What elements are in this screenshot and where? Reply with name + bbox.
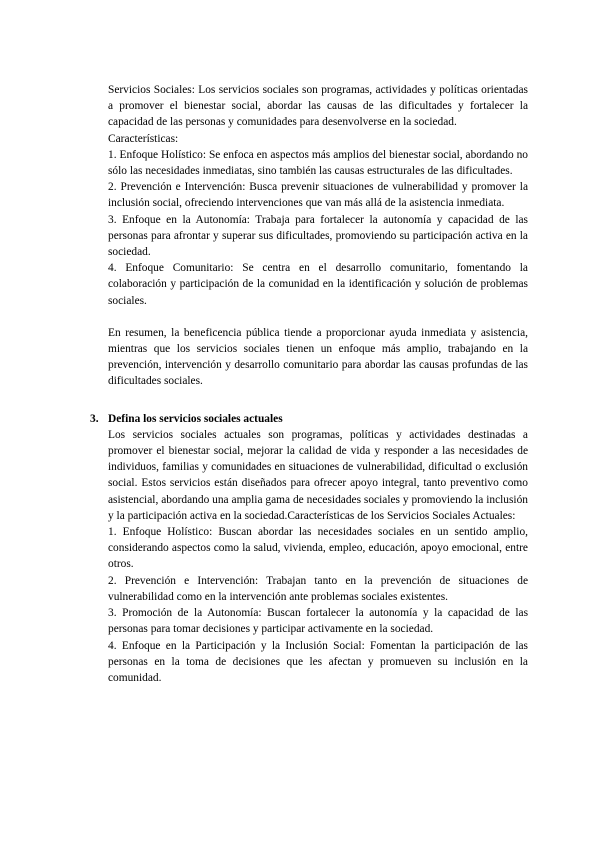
list-item: 4. Enfoque en la Participación y la Inclusión Social: Fomentan la participación de las personas en la toma de decisiones que les afectan y promueven su inclusión en la comunidad. (108, 639, 528, 684)
section-heading-text: Defina los servicios sociales actuales (108, 412, 283, 425)
caracteristicas-label: Características: (108, 132, 179, 145)
list-item: 2. Prevención e Intervención: Busca prevenir situaciones de vulnerabilidad y promover la inclusión social, ofreciendo intervenciones que van más allá de la asistencia inmediata. (108, 181, 528, 210)
list-item: 3. Enfoque en la Autonomía: Trabaja para fortalecer la autonomía y capacidad de las personas para afrontar y superar sus dificultades, promoviendo su participación activa en la sociedad. (108, 213, 528, 259)
paragraph-gap (108, 390, 528, 411)
servicios-actuales-intro: Los servicios sociales actuales son programas, políticas y actividades destinadas a promover el bienestar social, mejorar la calidad de vida y responder a las necesidades de individuos, familias y comunidades en situaciones de vulnerabilidad, dificultad o exclusión social. Estos servicios están diseñados para ofrecer apoyo integral, tanto preventivo como asistencial, abordando una amplia gama de necesidades sociales y promoviendo la inclusión y la participación activa en la sociedad.Características de los Servicios Sociales Actuales: (108, 428, 528, 522)
list-item: 2. Prevención e Intervención: Trabajan tanto en la prevención de situaciones de vulnerabilidad como en la intervención ante problemas sociales existentes. (108, 574, 528, 603)
list-item: 4. Enfoque Comunitario: Se centra en el desarrollo comunitario, fomentando la colaboración y participación de la comunidad en la identificación y solución de problemas sociales. (108, 262, 528, 307)
list-item: 1. Enfoque Holístico: Se enfoca en aspectos más amplios del bienestar social, abordando no sólo las necesidades inmediatas, sino también las causas estructurales de las dificultades. (108, 148, 528, 178)
list-item: 3. Promoción de la Autonomía: Buscan fortalecer la autonomía y la capacidad de las personas para tomar decisiones y participar activamente en la sociedad. (108, 607, 528, 636)
section-number: 3. (90, 412, 99, 425)
document-body (90, 82, 528, 686)
resumen-paragraph: En resumen, la beneficencia pública tiende a proporcionar ayuda inmediata y asistencia, mientras que los servicios sociales tienen un enfoque más amplio, trabajando en la prevención, intervención y desarrollo comunitario para abordar las causas profundas de las dificultades sociales. (108, 326, 528, 388)
section-heading (90, 411, 528, 427)
servicios-sociales-intro: Servicios Sociales: Los servicios sociales son programas, actividades y políticas orientadas a promover el bienestar social, abordar las causas de las dificultades y fortalecer la capacidad de las personas y comunidades para desenvolverse en la sociedad. (108, 84, 528, 129)
list-item: 1. Enfoque Holístico: Buscan abordar las necesidades sociales en un sentido amplio, considerando aspectos como la salud, vivienda, empleo, educación, apoyo emocional, entre otros. (108, 526, 528, 571)
paragraph-gap (108, 309, 528, 325)
